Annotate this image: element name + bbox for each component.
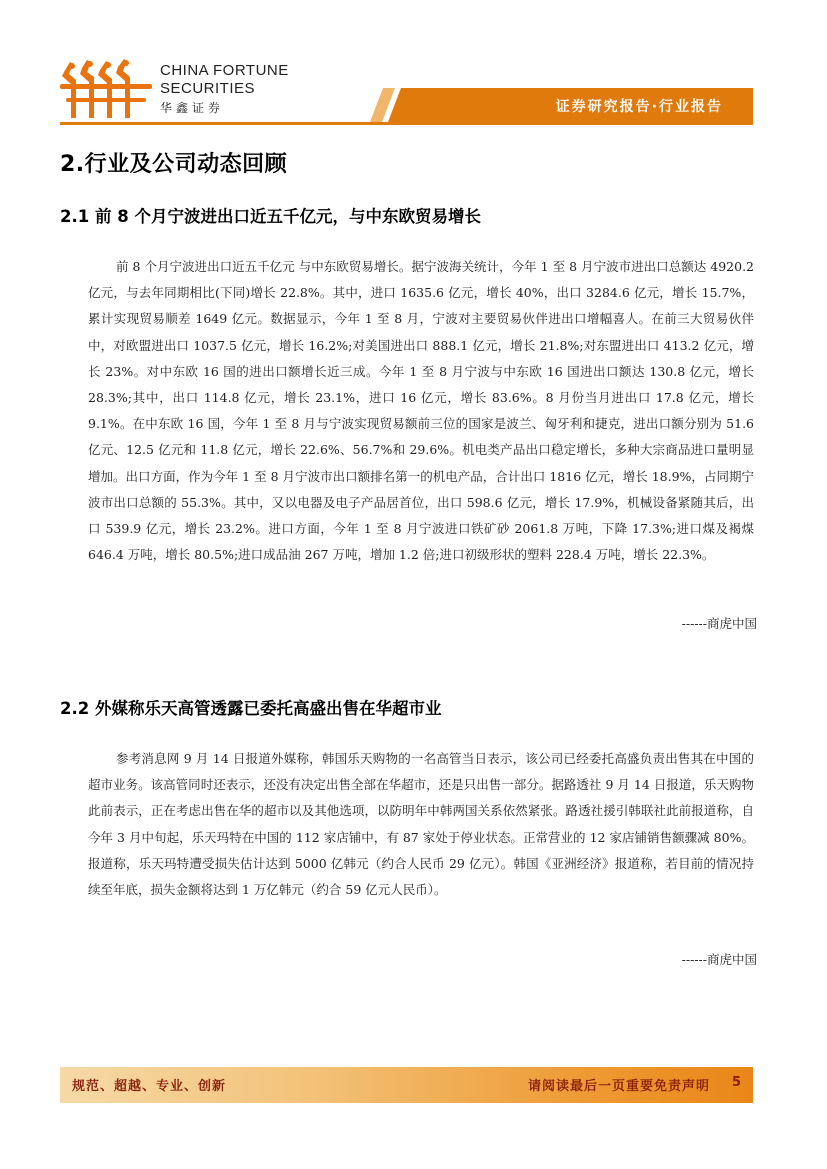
- article-source: ------商虎中国: [681, 952, 757, 967]
- footer-slogan: 规范、超越、专业、创新: [72, 1079, 227, 1094]
- header-divider: [60, 122, 753, 125]
- article-body-lotte-sale: 参考消息网 9 月 14 日报道外媒称，韩国乐天购物的一名高管当日表示，该公司已经委托高盛负责出售其在中国的超市业务。该高管同时还表示，还没有决定出售全部在华超市，还是只出售一部分。据路透社 9 月 14 日报道，乐天购物此前表示，正在考虑出售在华的超市以及其他选项，以防明年中韩两国关系依然紧张。路透社援引韩联社此前报道称，自今年 3 月中旬起，乐天玛特在中国的 112 家店铺中，有 87 家处于停业状态。正常营业的 12 家店铺销售额骤减 80%。报道称，乐天玛特遭受损失估计达到 5000 亿韩元（约合人民币 29 亿元）。韩国《亚洲经济》报道称，若目前的情况持续至年底，损失金额将达到 1 万亿韩元（约合 59 亿元人民币）。: [88, 751, 754, 898]
- article-body-ningbo-trade: 前 8 个月宁波进出口近五千亿元 与中东欧贸易增长。据宁波海关统计，今年 1 至 8 月宁波市进出口总额达 4920.2 亿元，与去年同期相比(下同)增长 22.8%。其中，进口 1635.6 亿元，增长 40%，出口 3284.6 亿元，增长 15.7%，累计实现贸易顺差 1649 亿元。数据显示，今年 1 至 8 月，宁波对主要贸易伙伴进出口增幅喜人。在前三大贸易伙伴中，对欧盟进出口 1037.5 亿元，增长 16.2%;对美国进出口 888.1 亿元，增长 21.8%;对东盟进出口 413.2 亿元，增长 23%。对中东欧 16 国的进出口额增长近三成。今年 1 至 8 月宁波与中东欧 16 国进出口额达 130.8 亿元，增长 28.3%;其中，出口 114.8 亿元，增长 23.1%，进口 16 亿元，增长 83.6%。8 月份当月进出口 17.8 亿元，增长 9.1%。在中东欧 16 国，今年 1 至 8 月与宁波实现贸易额前三位的国家是波兰、匈牙利和捷克，进出口额分别为 51.6 亿元、12.5 亿元和 11.8 亿元，增长 22.6%、56.7%和 29.6%。机电类产品出口稳定增长，多种大宗商品进口量明显增加。出口方面，作为今年 1 至 8 月宁波市出口额排名第一的机电产品，合计出口 1816 亿元，增长 18.9%，占同期宁波市出口总额的 55.3%。其中，又以电器及电子产品居首位，出口 598.6 亿元，增长 17.9%，机械设备紧随其后，出口 539.9 亿元，增长 23.2%。进口方面，今年 1 至 8 月宁波进口铁矿砂 2061.8 万吨，下降 17.3%;进口煤及褐煤 646.4 万吨，增长 80.5%;进口成品油 267 万吨，增加 1.2 倍;进口初级形状的塑料 228.4 万吨，增长 22.3%。: [88, 259, 754, 563]
- brand-name-line2: SECURITIES: [160, 80, 256, 97]
- section-title: 2.行业及公司动态回顾: [60, 152, 288, 177]
- article-heading-ningbo-trade: 2.1 前 8 个月宁波进出口近五千亿元，与中东欧贸易增长: [60, 207, 481, 226]
- footer-disclaimer-link[interactable]: 请阅读最后一页重要免责声明: [527, 1079, 710, 1094]
- brand-name-line1: CHINA FORTUNE: [160, 62, 289, 79]
- page-number: 5: [731, 1075, 741, 1090]
- article-heading-lotte-sale: 2.2 外媒称乐天高管透露已委托高盛出售在华超市业: [60, 699, 442, 718]
- article-source: ------商虎中国: [681, 616, 757, 631]
- brand-name-chinese: 华鑫证券: [160, 101, 225, 115]
- report-type-label: 证券研究报告·行业报告: [555, 99, 723, 115]
